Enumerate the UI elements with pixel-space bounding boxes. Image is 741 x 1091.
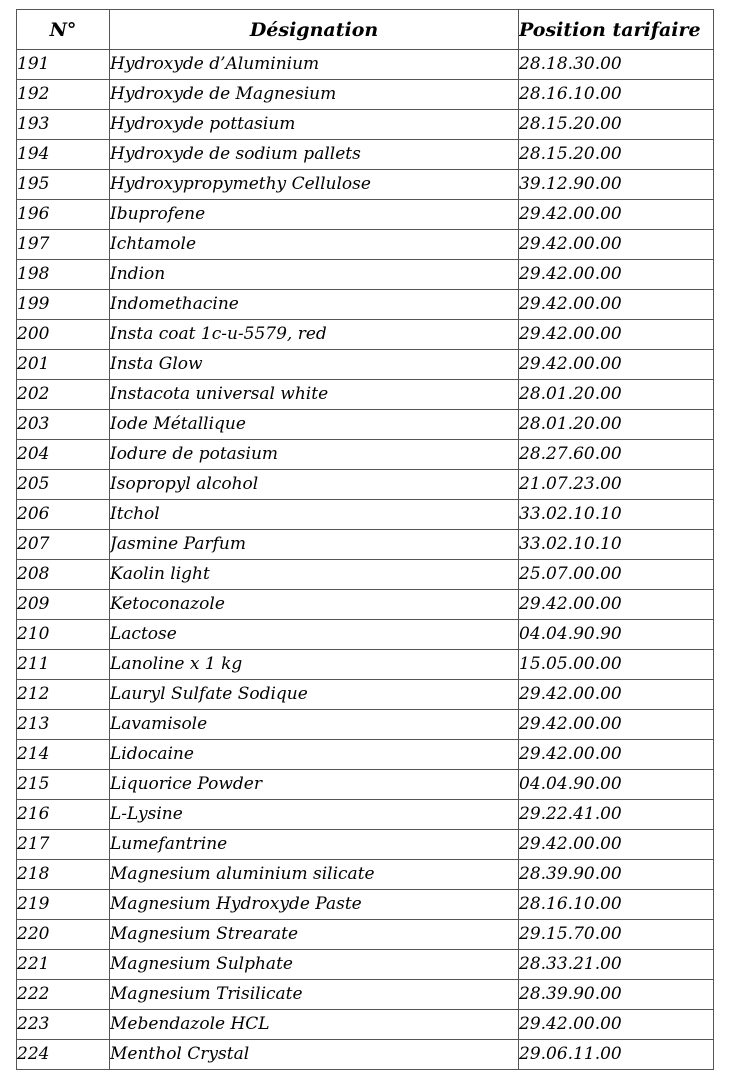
row-designation: Hydroxyde de Magnesium: [110, 80, 519, 110]
row-designation: Iodure de potasium: [110, 440, 519, 470]
row-number: 212: [17, 680, 110, 710]
table-row: [17, 410, 714, 440]
row-number: 206: [17, 500, 110, 530]
row-designation: Lidocaine: [110, 740, 519, 770]
row-number: 198: [17, 260, 110, 290]
row-number: 218: [17, 860, 110, 890]
row-position: 29.42.00.00: [519, 590, 714, 620]
row-designation: Magnesium aluminium silicate: [110, 860, 519, 890]
row-number: 191: [17, 50, 110, 80]
row-designation: Magnesium Hydroxyde Paste: [110, 890, 519, 920]
table-row: [17, 140, 714, 170]
table-row: [17, 110, 714, 140]
row-designation: Hydroxyde de sodium pallets: [110, 140, 519, 170]
row-number: 195: [17, 170, 110, 200]
row-position: 04.04.90.90: [519, 620, 714, 650]
table-row: [17, 50, 714, 80]
header-designation: Désignation: [110, 10, 519, 50]
row-designation: Insta Glow: [110, 350, 519, 380]
row-position: 39.12.90.00: [519, 170, 714, 200]
row-position: 29.42.00.00: [519, 740, 714, 770]
row-number: 197: [17, 230, 110, 260]
table-row: [17, 470, 714, 500]
row-position: 25.07.00.00: [519, 560, 714, 590]
row-number: 201: [17, 350, 110, 380]
row-number: 209: [17, 590, 110, 620]
table-row: [17, 740, 714, 770]
row-number: 204: [17, 440, 110, 470]
row-designation: Lauryl Sulfate Sodique: [110, 680, 519, 710]
row-position: 33.02.10.10: [519, 500, 714, 530]
table-row: [17, 1040, 714, 1070]
table-row: [17, 320, 714, 350]
row-position: 29.22.41.00: [519, 800, 714, 830]
table-row: [17, 860, 714, 890]
row-designation: Itchol: [110, 500, 519, 530]
row-position: 29.06.11.00: [519, 1040, 714, 1070]
table-row: [17, 500, 714, 530]
table-row: [17, 440, 714, 470]
row-number: 192: [17, 80, 110, 110]
row-designation: Jasmine Parfum: [110, 530, 519, 560]
row-number: 210: [17, 620, 110, 650]
row-designation: Liquorice Powder: [110, 770, 519, 800]
table-row: [17, 800, 714, 830]
row-number: 207: [17, 530, 110, 560]
row-position: 21.07.23.00: [519, 470, 714, 500]
table-row: [17, 260, 714, 290]
table-row: [17, 290, 714, 320]
table-row: [17, 770, 714, 800]
row-position: 28.18.30.00: [519, 50, 714, 80]
row-position: 29.42.00.00: [519, 680, 714, 710]
row-position: 28.16.10.00: [519, 80, 714, 110]
row-position: 28.15.20.00: [519, 110, 714, 140]
table-row: [17, 650, 714, 680]
table-row: [17, 230, 714, 260]
row-number: 200: [17, 320, 110, 350]
row-designation: Mebendazole HCL: [110, 1010, 519, 1040]
row-designation: Insta coat 1c-u-5579, red: [110, 320, 519, 350]
row-position: 29.42.00.00: [519, 710, 714, 740]
row-position: 29.42.00.00: [519, 290, 714, 320]
row-position: 29.15.70.00: [519, 920, 714, 950]
row-number: 221: [17, 950, 110, 980]
header-row: [17, 10, 714, 50]
table-row: [17, 680, 714, 710]
row-number: 199: [17, 290, 110, 320]
table-row: [17, 560, 714, 590]
row-position: 28.39.90.00: [519, 980, 714, 1010]
row-position: 29.42.00.00: [519, 830, 714, 860]
row-position: 29.42.00.00: [519, 260, 714, 290]
row-designation: Kaolin light: [110, 560, 519, 590]
row-position: 28.01.20.00: [519, 410, 714, 440]
table-row: [17, 350, 714, 380]
row-position: 28.39.90.00: [519, 860, 714, 890]
row-position: 28.15.20.00: [519, 140, 714, 170]
header-number: N°: [17, 10, 110, 50]
table-row: [17, 590, 714, 620]
row-designation: Menthol Crystal: [110, 1040, 519, 1070]
row-designation: Ketoconazole: [110, 590, 519, 620]
table-row: [17, 200, 714, 230]
row-designation: Hydroxyde d’Aluminium: [110, 50, 519, 80]
table-row: [17, 710, 714, 740]
row-number: 219: [17, 890, 110, 920]
row-number: 202: [17, 380, 110, 410]
row-position: 28.01.20.00: [519, 380, 714, 410]
row-position: 29.42.00.00: [519, 320, 714, 350]
table-row: [17, 530, 714, 560]
table-row: [17, 1010, 714, 1040]
table-body: [17, 50, 714, 1070]
table-row: [17, 830, 714, 860]
tariff-table: [16, 9, 714, 1070]
row-designation: Magnesium Trisilicate: [110, 980, 519, 1010]
table-row: [17, 80, 714, 110]
row-number: 208: [17, 560, 110, 590]
row-number: 220: [17, 920, 110, 950]
row-designation: Ibuprofene: [110, 200, 519, 230]
row-position: 29.42.00.00: [519, 1010, 714, 1040]
row-number: 194: [17, 140, 110, 170]
row-designation: Indomethacine: [110, 290, 519, 320]
row-position: 33.02.10.10: [519, 530, 714, 560]
row-designation: Iode Métallique: [110, 410, 519, 440]
row-designation: Magnesium Strearate: [110, 920, 519, 950]
row-position: 15.05.00.00: [519, 650, 714, 680]
row-position: 29.42.00.00: [519, 200, 714, 230]
row-number: 211: [17, 650, 110, 680]
row-position: 28.16.10.00: [519, 890, 714, 920]
row-designation: Indion: [110, 260, 519, 290]
row-number: 224: [17, 1040, 110, 1070]
row-designation: Lactose: [110, 620, 519, 650]
table-row: [17, 950, 714, 980]
row-designation: Magnesium Sulphate: [110, 950, 519, 980]
row-number: 222: [17, 980, 110, 1010]
row-number: 217: [17, 830, 110, 860]
row-position: 28.27.60.00: [519, 440, 714, 470]
table-row: [17, 920, 714, 950]
row-position: 28.33.21.00: [519, 950, 714, 980]
table-row: [17, 980, 714, 1010]
header-position-tarifaire: Position tarifaire: [519, 10, 714, 50]
table-row: [17, 380, 714, 410]
row-number: 213: [17, 710, 110, 740]
table-row: [17, 890, 714, 920]
row-designation: Hydroxypropymethy Cellulose: [110, 170, 519, 200]
row-designation: Lavamisole: [110, 710, 519, 740]
table-row: [17, 620, 714, 650]
row-designation: Lanoline x 1 kg: [110, 650, 519, 680]
row-number: 196: [17, 200, 110, 230]
row-position: 04.04.90.00: [519, 770, 714, 800]
row-number: 215: [17, 770, 110, 800]
row-number: 193: [17, 110, 110, 140]
row-designation: Hydroxyde pottasium: [110, 110, 519, 140]
row-designation: Isopropyl alcohol: [110, 470, 519, 500]
row-number: 223: [17, 1010, 110, 1040]
row-designation: Instacota universal white: [110, 380, 519, 410]
table-row: [17, 170, 714, 200]
row-number: 216: [17, 800, 110, 830]
row-designation: Ichtamole: [110, 230, 519, 260]
row-position: 29.42.00.00: [519, 230, 714, 260]
row-designation: L-Lysine: [110, 800, 519, 830]
row-number: 205: [17, 470, 110, 500]
row-number: 214: [17, 740, 110, 770]
row-designation: Lumefantrine: [110, 830, 519, 860]
row-position: 29.42.00.00: [519, 350, 714, 380]
row-number: 203: [17, 410, 110, 440]
table-header: [17, 10, 714, 50]
